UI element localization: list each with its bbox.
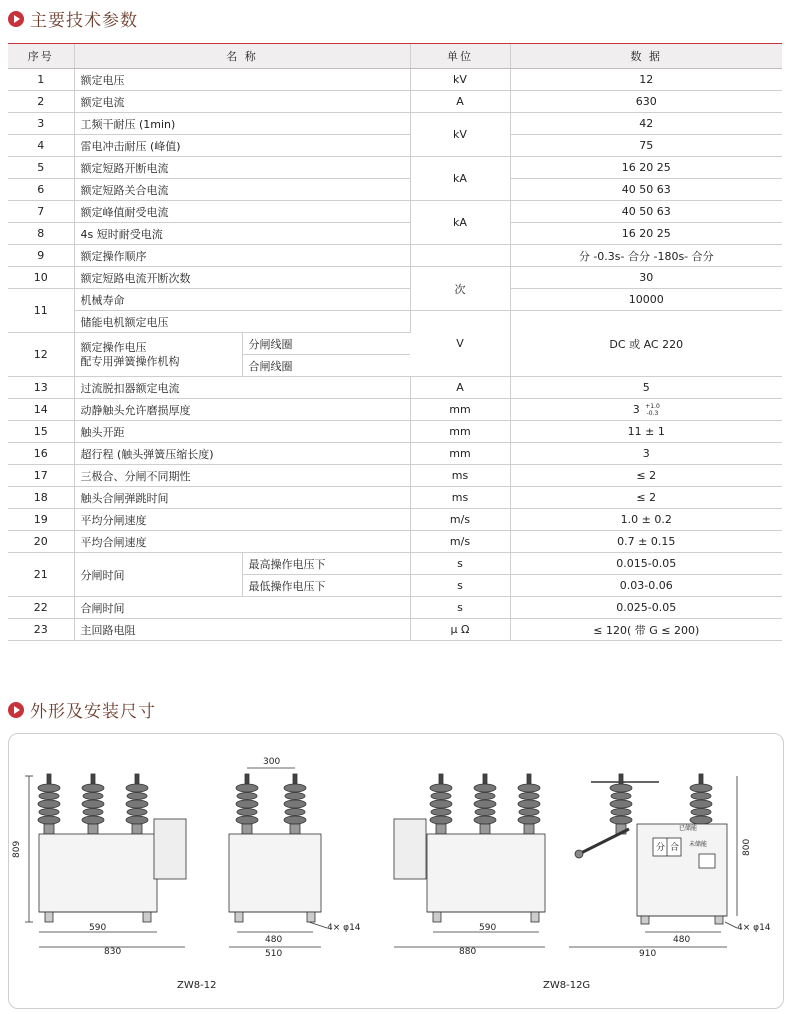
table-row: 10 额定短路电流开断次数 次 30 [8,267,782,289]
svg-text:880: 880 [459,947,477,957]
svg-text:合: 合 [670,843,680,853]
svg-text:910: 910 [639,949,657,959]
svg-text:480: 480 [265,935,283,945]
col-unit: 单位 [410,44,510,69]
model-label-zw8-12: ZW8-12 [177,980,217,991]
section-header-specs [8,6,138,31]
play-circle-icon [8,11,24,27]
svg-text:590: 590 [479,923,497,933]
section-title: 外形及安装尺寸 [30,702,156,722]
table-row: 6 额定短路关合电流 40 50 63 [8,179,782,201]
svg-text:未储能: 未储能 [689,841,708,848]
table-row: 14 动静触头允许磨损厚度 mm 3 +1.0 -0.3 [8,399,782,421]
svg-text:分: 分 [656,843,666,853]
svg-text:300: 300 [263,757,281,767]
table-row: 12 额定操作电压 配专用弹簧操作机构 分闸线圈 [8,333,782,355]
svg-text:480: 480 [673,935,691,945]
table-row: 最低操作电压下 s 0.03-0.06 [8,575,782,597]
table-row: 3 工频干耐压 (1min) kV 42 [8,113,782,135]
svg-text:830: 830 [104,947,122,957]
col-data: 数 据 [510,44,782,69]
table-row: 13 过流脱扣器额定电流 A 5 [8,377,782,399]
table-row: 19 平均分闸速度 m/s 1.0 ± 0.2 [8,509,782,531]
table-row: 7 额定峰值耐受电流 kA 40 50 63 [8,201,782,223]
col-no: 序号 [8,44,74,69]
table-header-row [8,44,782,69]
table-row: 18 触头合闸弹跳时间 ms ≤ 2 [8,487,782,509]
svg-text:4× φ14: 4× φ14 [737,923,771,933]
table-row: 9 额定操作顺序 分 -0.3s- 合分 -180s- 合分 [8,245,782,267]
model-label-zw8-12g: ZW8-12G [543,980,591,991]
col-name: 名 称 [74,44,410,69]
svg-text:809: 809 [12,840,22,858]
table-row: 4 雷电冲击耐压 (峰值) 75 [8,135,782,157]
table-row: 22 合闸时间 s 0.025-0.05 [8,597,782,619]
svg-text:510: 510 [265,949,283,959]
table-row: 储能电机额定电压 V DC 或 AC 220 [8,311,782,333]
table-row: 合闸线圈 [8,355,782,377]
play-circle-icon [8,702,24,718]
table-row: 16 超行程 (触头弹簧压缩长度) mm 3 [8,443,782,465]
section-header-dimensions [8,697,156,722]
spec-table [8,44,782,641]
table-row: 8 4s 短时耐受电流 16 20 25 [8,223,782,245]
table-row: 11 机械寿命 10000 [8,289,782,311]
table-row: 1 额定电压 kV 12 [8,69,782,91]
table-row: 20 平均合闸速度 m/s 0.7 ± 0.15 [8,531,782,553]
table-row: 2 额定电流 A 630 [8,91,782,113]
svg-text:已储能: 已储能 [679,825,698,832]
table-row: 21 分闸时间 最高操作电压下 s 0.015-0.05 [8,553,782,575]
dimension-drawing [8,733,784,1009]
svg-text:800: 800 [742,838,752,856]
table-row: 5 额定短路开断电流 kA 16 20 25 [8,157,782,179]
svg-text:590: 590 [89,923,107,933]
table-row: 17 三极合、分闸不同期性 ms ≤ 2 [8,465,782,487]
table-row: 23 主回路电阻 μ Ω ≤ 120( 带 G ≤ 200) [8,619,782,641]
technical-drawing [9,734,783,1008]
svg-text:4× φ14: 4× φ14 [327,923,361,933]
section-title: 主要技术参数 [30,11,138,31]
table-row: 15 触头开距 mm 11 ± 1 [8,421,782,443]
